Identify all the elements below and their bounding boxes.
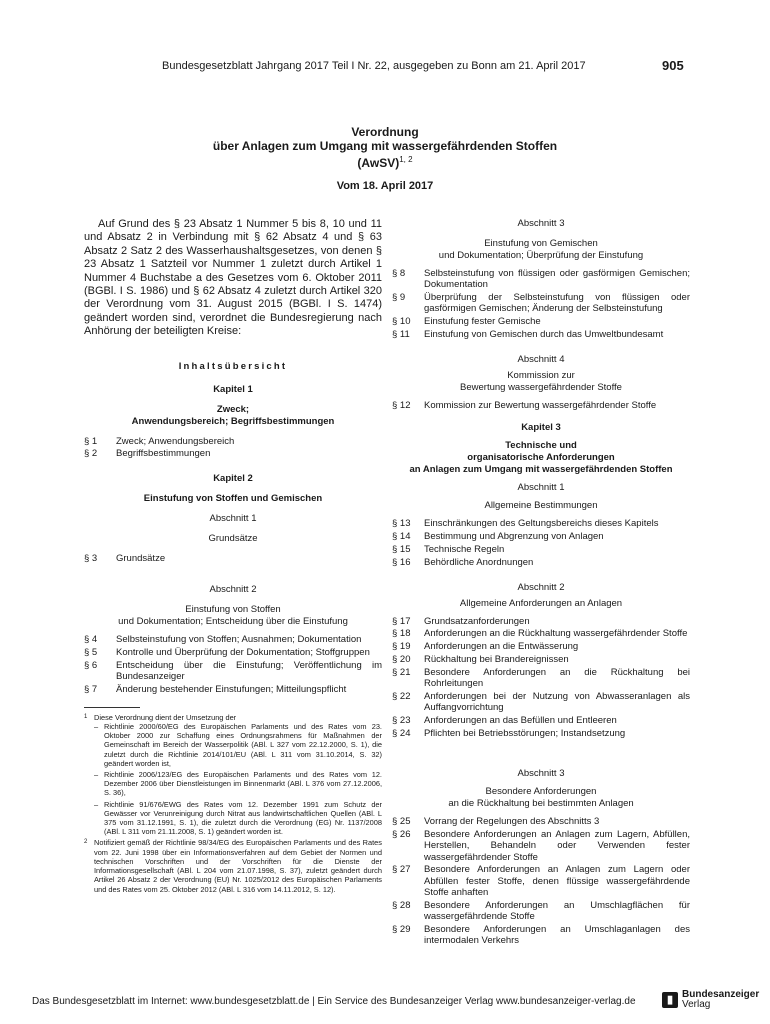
page-footer: Das Bundesgesetzblatt im Internet: www.bundesgesetzblatt.de | Ein Service des Bundesanzeiger Verlag www.bundesanzeiger-verlag.de [32,996,636,1007]
k2-a1-label: Abschnitt 1 [209,513,257,525]
footnotes [84,713,382,894]
toc-entry[interactable]: § 27 Besondere Anforderungen an Anlagen zum Lagern oder Abfüllen fester Stoffe, denen flüssige wassergefährdende Stoffe anhaften [392,864,690,898]
toc-entry[interactable]: § 20 Rückhaltung bei Brandereignissen [392,653,569,665]
k3-a3-label: Abschnitt 3 [517,768,565,780]
k2-a2-title-1: Einstufung von Stoffen [185,604,281,616]
k3-label: Kapitel 3 [521,422,561,434]
toc-entry[interactable]: § 22 Anforderungen bei der Nutzung von Abwasseranlagen als Auffangvorrichtung [392,690,690,713]
toc-entry[interactable]: § 18 Anforderungen an die Rückhaltung wassergefährdender Stoffe [392,628,688,640]
running-head: Bundesgesetzblatt Jahrgang 2017 Teil I Nr. 22, ausgegeben zu Bonn am 21. April 2017 [162,60,586,72]
k2-label: Kapitel 2 [213,473,253,485]
footnote-1-item: – Richtlinie 2006/123/EG des Europäischen Parlaments und des Rates vom 12. Dezember 2006 über Dienstleistungen im Binnenmarkt (ABl. L 376 vom 27.12.2006, S. 36), [94,770,382,798]
logo-line-2: Verlag [682,999,711,1010]
k3-title-1: Technische und [505,440,577,452]
toc-entry[interactable]: § 13 Einschränkungen des Geltungsbereichs dieses Kapitels [392,518,659,530]
k3-a3-title-1: Besondere Anforderungen [485,786,597,798]
toc-entry[interactable]: § 25 Vorrang der Regelungen des Abschnitts 3 [392,816,600,828]
k2-a3-title-2: und Dokumentation; Überprüfung der Einstufung [438,250,644,261]
bundesanzeiger-logo [662,990,759,1010]
toc-entry[interactable]: § 17 Grundsatzanforderungen [392,615,530,627]
toc-entry[interactable]: § 8 Selbsteinstufung von flüssigen oder gasförmigen Gemischen; Dokumentation [392,268,690,291]
document-title [0,125,770,170]
toc-entry[interactable]: § 21 Besondere Anforderungen an die Rückhaltung bei Rohrleitungen [392,666,690,689]
toc-entry[interactable]: § 23 Anforderungen an das Befüllen und Entleeren [392,714,617,726]
k2-a2-label: Abschnitt 2 [209,584,257,596]
bundesanzeiger-logo-icon: ▮ [662,992,678,1008]
toc-entry[interactable]: § 10 Einstufung fester Gemische [392,316,541,327]
toc-entry[interactable]: § 16 Behördliche Anordnungen [392,556,534,568]
toc-entry[interactable]: § 3 Grundsätze [84,553,166,565]
toc-entry[interactable]: § 1 Zweck; Anwendungsbereich [84,435,235,447]
k2-a4-title-2: Bewertung wassergefährdender Stoffe [460,381,622,393]
left-column [84,218,382,894]
k2-a3-label: Abschnitt 3 [517,218,565,229]
title-line-2: über Anlagen zum Umgang mit wassergefährdenden Stoffen [212,139,558,153]
document-date: Vom 18. April 2017 [336,180,434,192]
right-column [392,218,690,948]
toc-entry[interactable]: § 24 Pflichten bei Betriebsstörungen; Instandsetzung [392,727,626,739]
title-abbrev: (AwSV) [357,156,400,170]
toc-entry[interactable]: § 19 Anforderungen an die Entwässerung [392,641,579,653]
k3-a2-label: Abschnitt 2 [517,581,565,593]
k2-a1-title: Grundsätze [208,533,258,545]
k2-a3-title-1: Einstufung von Gemischen [484,238,598,249]
k3-a2-title: Allgemeine Anforderungen an Anlagen [459,597,623,609]
toc-entry[interactable]: § 26 Besondere Anforderungen an Anlagen zum Lagern, Abfüllen, Herstellen, Behandeln oder Verwenden fester wassergefährdender Stoffe [392,829,690,863]
logo-line-1: Bundesanzeiger [682,989,760,1000]
k3-a3-title-2: an die Rückhaltung bei bestimmten Anlagen [448,798,634,810]
k3-a1-title: Allgemeine Bestimmungen [484,500,598,512]
title-footnote-marks: 1, 2 [399,155,413,164]
k3-a1-label: Abschnitt 1 [517,482,565,494]
toc-entry[interactable]: § 6 Entscheidung über die Einstufung; Veröffentlichung im Bundesanzeiger [84,659,382,682]
k2-a4-title-1: Kommission zur [507,369,575,381]
title-line-1: Verordnung [351,125,419,139]
toc-entry[interactable]: § 5 Kontrolle und Überprüfung der Dokumentation; Stoffgruppen [84,646,370,658]
footnote-1-item: – Richtlinie 2000/60/EG des Europäischen Parlaments und des Rates vom 23. Oktober 2000 zur Schaffung eines Ordnungsrahmens für Maßnahmen der Gemeinschaft im Bereich der Wasserpolitik (ABl. L 327 vom 22.12.2000, S. 1), die zuletzt durch die Richtlinie 2014/101/EU (ABl. L 311 vom 31.10.2014, S. 32) geändert worden ist, [94,722,382,768]
preamble: Auf Grund des § 23 Absatz 1 Nummer 5 bis 8, 10 und 11 und Absatz 2 in Verbindung mit § 62 Absatz 4 und § 63 Absatz 2 Satz 2 des Wasserhaushaltsgesetzes, von denen § 23 Absatz 1 Satzteil vor Nummer 1 zuletzt durch Artikel 1 Nummer 4 Buchstabe a des Gesetzes vom 6. Oktober 2011 (BGBl. I S. 1986) und § 62 Absatz 4 zuletzt durch Artikel 320 der Verordnung vom 31. August 2015 (BGBl. I S. 1474) geändert worden sind, verordnet die Bundesregierung nach Anhörung der beteiligten Kreise: [84,218,382,338]
k1-label: Kapitel 1 [213,383,253,395]
k2-a2-title-2: und Dokumentation; Entscheidung über die Einstufung [118,616,348,628]
toc-entry[interactable]: § 11 Einstufung von Gemischen durch das Umweltbundesamt [392,328,664,340]
k3-title-3: an Anlagen zum Umgang mit wassergefährdenden Stoffen [409,464,673,476]
page-number: 905 [662,58,684,73]
k2-title: Einstufung von Stoffen und Gemischen [143,493,323,505]
footnote-1: 1 Diese Verordnung dient der Umsetzung der [84,712,237,722]
toc-entry[interactable]: § 7 Änderung bestehender Einstufungen; Mitteilungspflicht [84,683,347,695]
footnote-1-item: – Richtlinie 91/676/EWG des Rates vom 12. Dezember 1991 zum Schutz der Gewässer vor Verunreinigung durch Nitrat aus landwirtschaftlichen Quellen (ABl. L 375 vom 31.12.1991, S. 1), die zuletzt durch die Verordnung (EG) Nr. 1137/2008 (ABl. L 311 vom 21.11.2008, S. 1) geändert worden ist. [94,799,382,837]
k2-a2-items [84,634,382,695]
toc-entry[interactable]: § 14 Bestimmung und Abgrenzung von Anlagen [392,531,604,543]
toc-entry[interactable]: § 15 Technische Regeln [392,543,505,555]
k3-title-2: organisatorische Anforderungen [467,452,615,464]
toc-entry[interactable]: § 28 Besondere Anforderungen an Umschlagflächen für wassergefährdende Stoffe [392,899,690,922]
footnote-2: 2 Notifiziert gemäß der Richtlinie 98/34/EG des Europäischen Parlaments und des Rates vom 22. Juni 1998 über ein Informationsverfahren auf dem Gebiet der Normen und technischen Vorschriften und der Vorschriften für die Dienste der Informationsgesellschaft (ABl. L 204 vom 21.07.1998, S. 37), zuletzt geändert durch Artikel 26 Absatz 2 der Verordnung (EU) Nr. 1025/2012 des Europäischen Parlaments und des Rates vom 25. Oktober 2012 (ABl. L 316 vom 14.11.2012, S. 12). [84,838,382,894]
footnote-divider [84,707,140,708]
toc-entry[interactable]: § 4 Selbsteinstufung von Stoffen; Ausnahmen; Dokumentation [84,634,362,646]
toc-entry[interactable]: § 2 Begriffsbestimmungen [84,448,211,460]
toc-entry[interactable]: § 12 Kommission zur Bewertung wassergefährdender Stoffe [392,399,657,411]
toc-entry[interactable]: § 29 Besondere Anforderungen an Umschlaganlagen des intermodalen Verkehrs [392,923,690,946]
k1-title-2: Anwendungsbereich; Begriffsbestimmungen [131,415,335,427]
title-line-3 [0,153,770,170]
toc-entry[interactable]: § 9 Überprüfung der Selbsteinstufung von flüssigen oder gasförmigen Gemischen; Änderung der Selbsteinstufung [392,292,690,315]
k2-a4-label: Abschnitt 4 [517,353,565,365]
toc-heading: Inhaltsübersicht [178,360,288,372]
k1-title-1: Zweck; [216,403,250,415]
k1-items [84,436,382,460]
